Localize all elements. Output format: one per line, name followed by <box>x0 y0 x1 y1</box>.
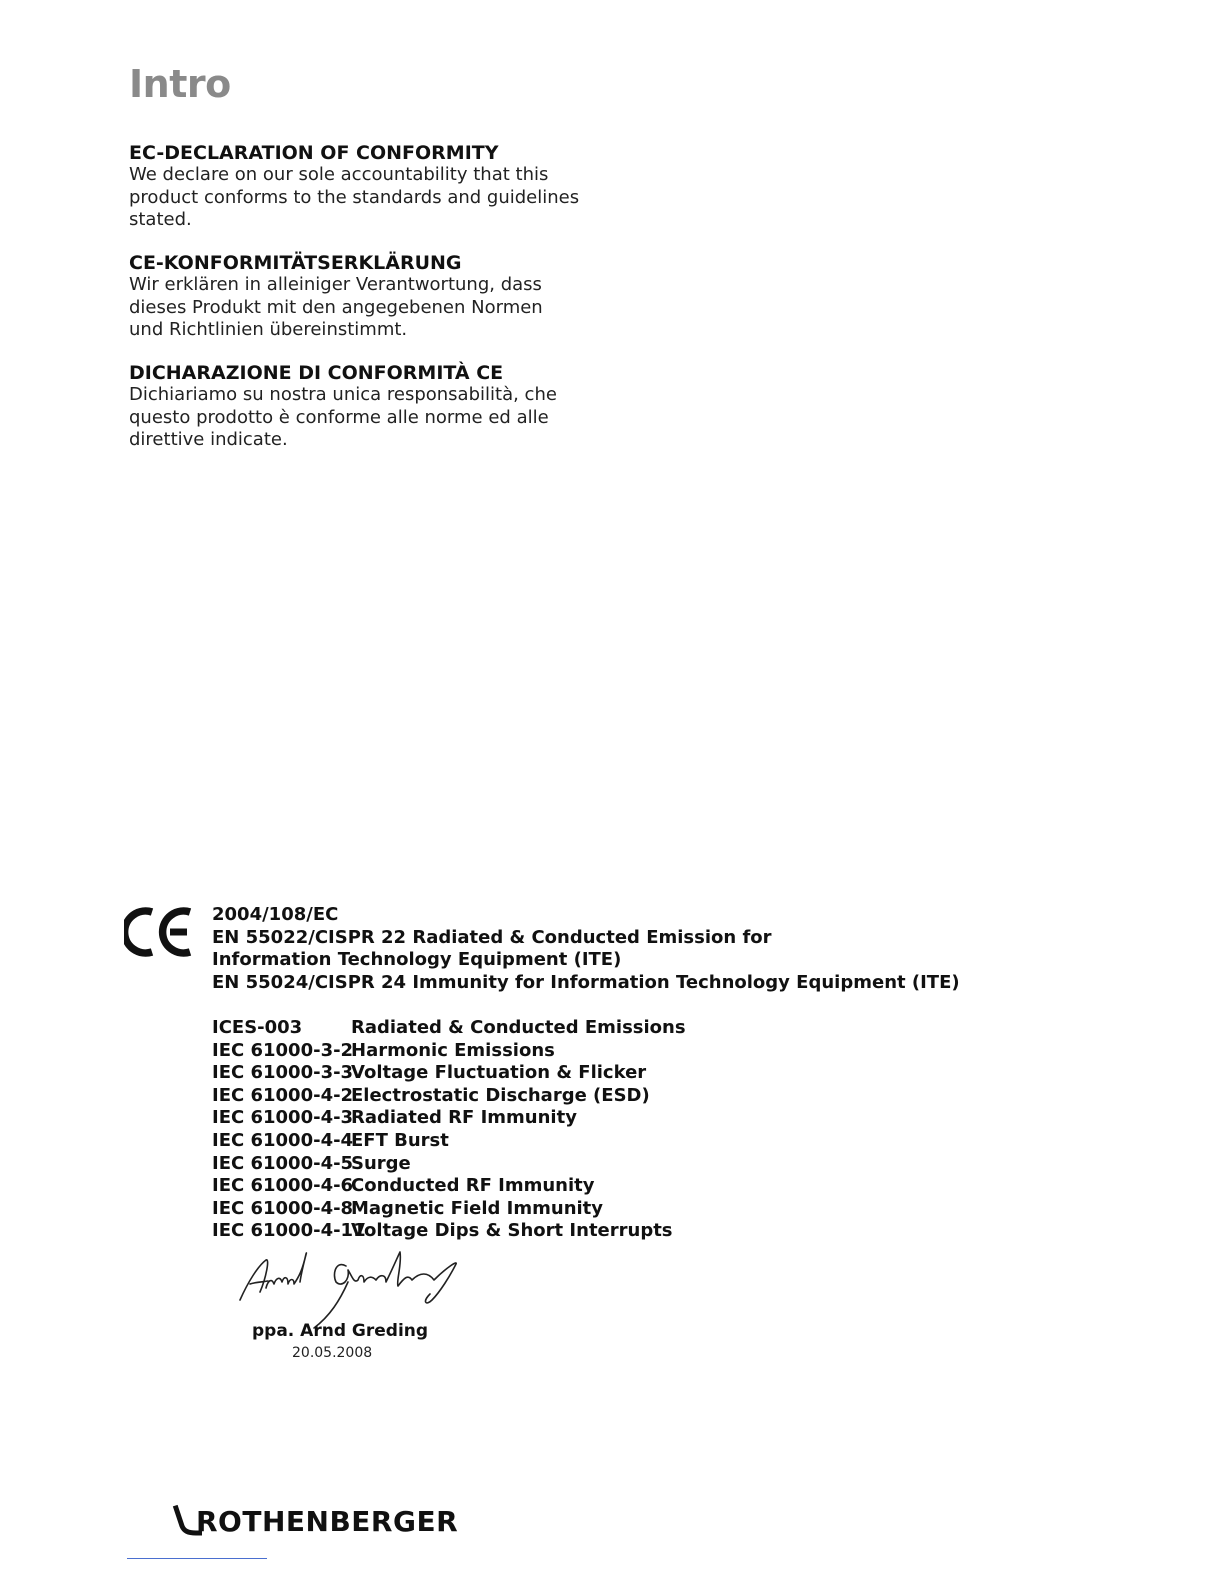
standard-row <box>212 1130 686 1153</box>
standard-code: IEC 61000-4-3 <box>212 1107 354 1129</box>
declaration-italian <box>129 362 599 452</box>
footer-link-rule <box>127 1558 267 1559</box>
page-title: Intro <box>129 62 231 106</box>
standard-code: IEC 61000-4-5 <box>212 1152 354 1174</box>
declaration-line: product conforms to the standards and guidelines <box>129 186 580 208</box>
signature-date: 20.05.2008 <box>292 1345 373 1361</box>
declaration-heading: CE-KONFORMITÄTSERKLÄRUNG <box>129 252 462 274</box>
standard-code: IEC 61000-3-3 <box>212 1062 354 1084</box>
directive-line: EN 55024/CISPR 24 Immunity for Information Technology Equipment (ITE) <box>212 971 960 993</box>
declaration-heading: EC-DECLARATION OF CONFORMITY <box>129 142 499 164</box>
signer-name: ppa. Arnd Greding <box>252 1321 429 1341</box>
standard-row <box>212 1040 686 1063</box>
standard-description: EFT Burst <box>351 1129 449 1151</box>
directive-line: 2004/108/EC <box>212 904 339 925</box>
declaration-line: dieses Produkt mit den angegebenen Normen <box>129 296 543 318</box>
standard-description: Radiated RF Immunity <box>351 1107 577 1129</box>
directives-list <box>212 904 960 994</box>
standard-row <box>212 1198 686 1221</box>
standard-description: Radiated & Conducted Emissions <box>351 1017 686 1038</box>
standard-row <box>212 1175 686 1198</box>
standard-description: Electrostatic Discharge (ESD) <box>351 1084 650 1106</box>
standard-code: IEC 61000-3-2 <box>212 1039 354 1061</box>
declaration-line: We declare on our sole accountability that this <box>129 164 549 185</box>
rothenberger-logo <box>172 1500 458 1540</box>
standards-list <box>212 1017 686 1243</box>
standard-description: Conducted RF Immunity <box>351 1175 595 1197</box>
declaration-line: direttive indicate. <box>129 429 288 450</box>
directive-line: Information Technology Equipment (ITE) <box>212 949 622 971</box>
standard-description: Voltage Dips & Short Interrupts <box>351 1220 673 1242</box>
standard-row <box>212 1085 686 1108</box>
declaration-heading: DICHARAZIONE DI CONFORMITÀ CE <box>129 362 504 384</box>
standard-code: ICES-003 <box>212 1017 303 1038</box>
standard-row <box>212 1062 686 1085</box>
standard-description: Voltage Fluctuation & Flicker <box>351 1062 647 1084</box>
standard-row <box>212 1220 686 1243</box>
standard-row <box>212 1017 686 1040</box>
declaration-text <box>129 274 599 342</box>
standard-code: IEC 61000-4-8 <box>212 1197 354 1219</box>
declaration-line: Dichiariamo su nostra unica responsabilità, che <box>129 384 557 405</box>
declaration-line: Wir erklären in alleiniger Verantwortung, dass <box>129 274 542 295</box>
standard-code: IEC 61000-4-6 <box>212 1175 354 1197</box>
declaration-text <box>129 384 599 452</box>
declaration-english <box>129 142 599 232</box>
declaration-text <box>129 164 599 232</box>
standard-description: Surge <box>351 1152 411 1174</box>
declaration-german <box>129 252 599 342</box>
standard-row <box>212 1107 686 1130</box>
ce-mark-icon <box>124 906 194 958</box>
declaration-line: und Richtlinien übereinstimmt. <box>129 319 408 340</box>
standard-code: IEC 61000-4-11 <box>212 1220 366 1242</box>
declaration-line: questo prodotto è conforme alle norme ed alle <box>129 406 549 428</box>
standard-row <box>212 1153 686 1176</box>
brand-name: ROTHENBERGER <box>196 1505 459 1538</box>
standard-code: IEC 61000-4-2 <box>212 1084 354 1106</box>
declaration-line: stated. <box>129 209 192 230</box>
standard-description: Harmonic Emissions <box>351 1039 555 1061</box>
directive-line: EN 55022/CISPR 22 Radiated & Conducted Emission for <box>212 926 772 948</box>
standard-code: IEC 61000-4-4 <box>212 1129 354 1151</box>
standard-description: Magnetic Field Immunity <box>351 1197 604 1219</box>
